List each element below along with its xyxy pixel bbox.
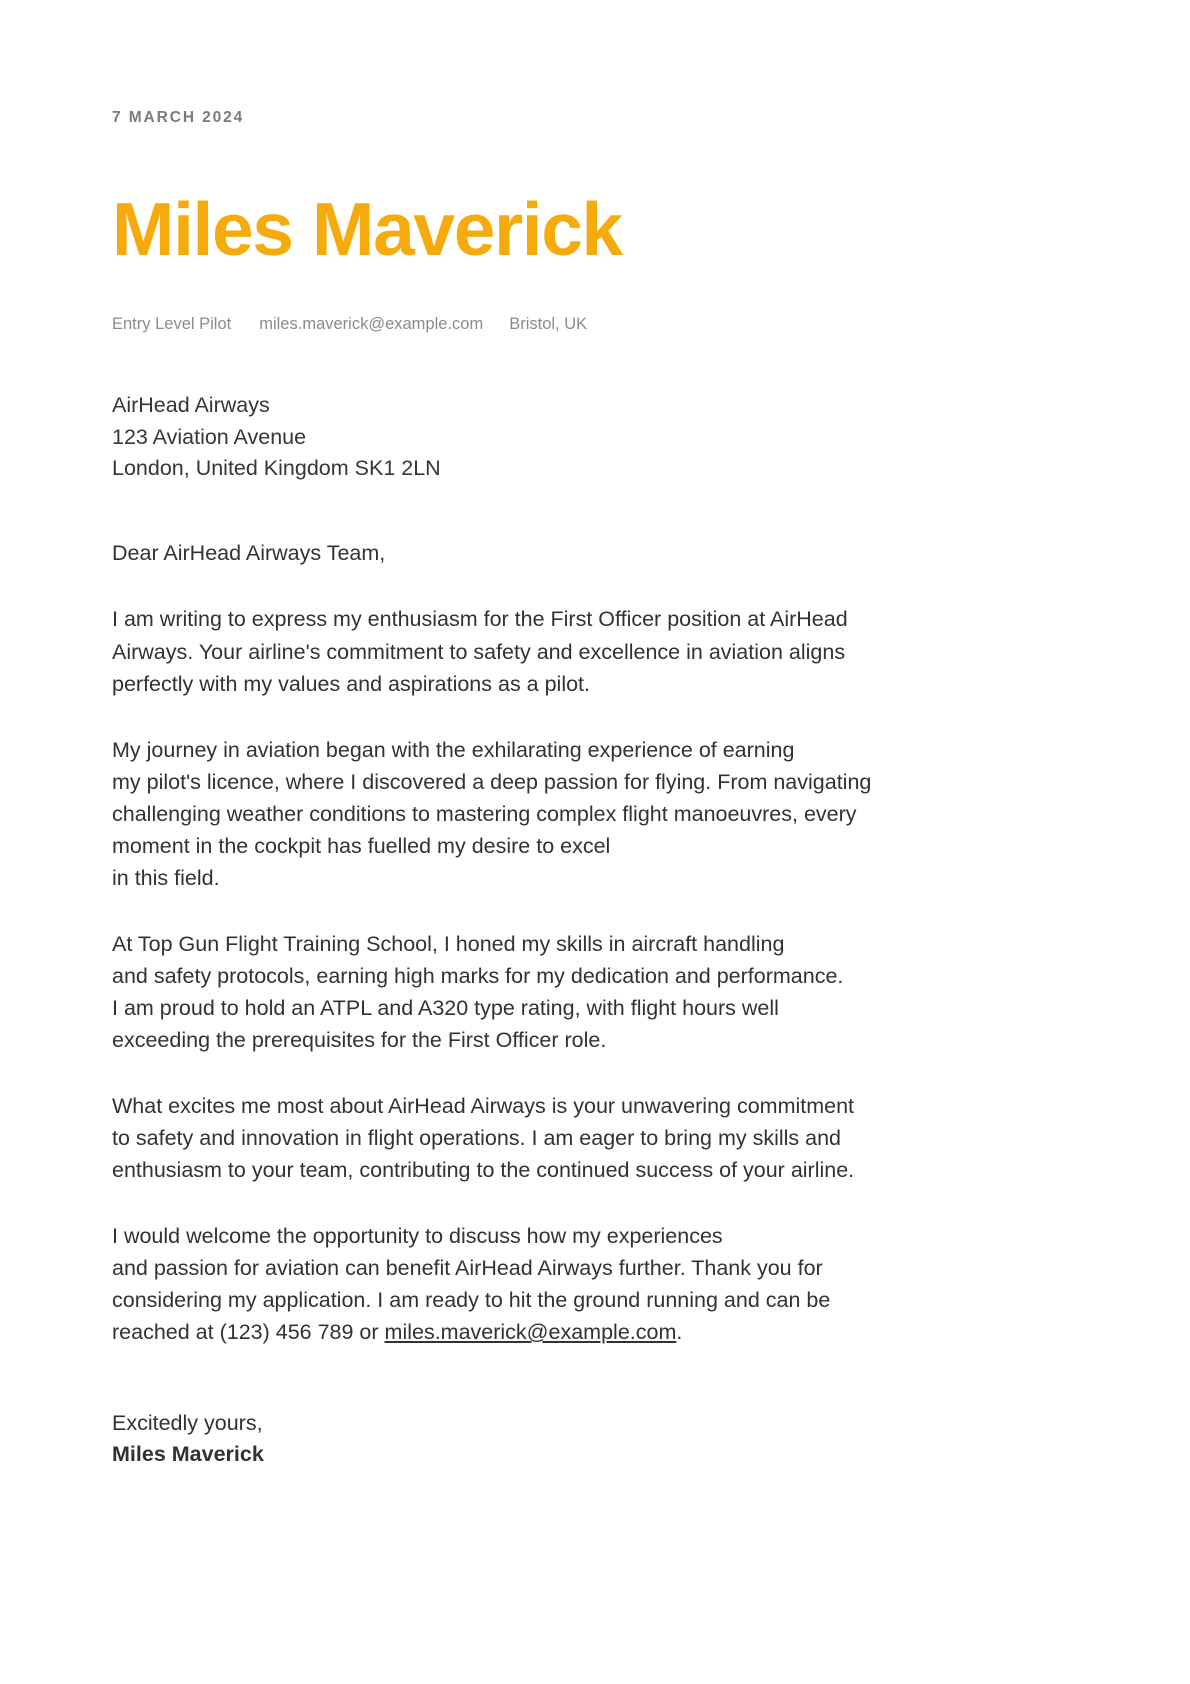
contact-line	[112, 315, 1078, 335]
paragraph-line: challenging weather conditions to mastering complex flight manoeuvres, every	[112, 801, 857, 826]
body-paragraph-1	[112, 603, 1078, 699]
body-paragraph-3	[112, 928, 1078, 1056]
paragraph-line: to safety and innovation in flight operations. I am eager to bring my skills and	[112, 1125, 842, 1150]
recipient-address	[112, 390, 1078, 485]
letter-date: 7 MARCH 2024	[112, 109, 245, 126]
letter-content	[112, 0, 1078, 1470]
paragraph-line: At Top Gun Flight Training School, I honed my skills in aircraft handling	[112, 931, 785, 956]
signature-block	[112, 1408, 1078, 1470]
recipient-city: London, United Kingdom SK1 2LN	[112, 456, 441, 481]
email-link[interactable]: miles.maverick@example.com	[384, 1320, 677, 1345]
paragraph-line: my pilot's licence, where I discovered a deep passion for flying. From navigating	[112, 769, 872, 794]
paragraph-line: I am writing to express my enthusiasm for the First Officer position at AirHead	[112, 607, 848, 632]
paragraph-line: and safety protocols, earning high marks for my dedication and performance.	[112, 963, 844, 988]
signoff-text: Excitedly yours,	[112, 1411, 263, 1436]
recipient-street: 123 Aviation Avenue	[112, 424, 307, 449]
paragraph-line: exceeding the prerequisites for the First Officer role.	[112, 1027, 607, 1052]
paragraph-line: perfectly with my values and aspirations as a pilot.	[112, 671, 591, 696]
contact-email: miles.maverick@example.com	[259, 315, 484, 333]
paragraph-line: My journey in aviation began with the exhilarating experience of earning	[112, 737, 795, 762]
salutation: Dear AirHead Airways Team,	[112, 541, 386, 566]
contact-location: Bristol, UK	[509, 315, 588, 333]
paragraph-line: moment in the cockpit has fuelled my desire to excel	[112, 833, 611, 858]
paragraph-line: and passion for aviation can benefit AirHead Airways further. Thank you for	[112, 1255, 823, 1280]
signer-name: Miles Maverick	[112, 1442, 264, 1467]
body-paragraph-2	[112, 734, 1078, 894]
page-title: Miles Maverick	[112, 186, 622, 271]
body-paragraph-5	[112, 1220, 1078, 1348]
paragraph-line: Airways. Your airline's commitment to safety and excellence in aviation aligns	[112, 639, 846, 664]
recipient-company: AirHead Airways	[112, 392, 270, 417]
paragraph-line: What excites me most about AirHead Airways is your unwavering commitment	[112, 1093, 855, 1118]
body-paragraph-4	[112, 1090, 1078, 1186]
closing-phone-text: reached at (123) 456 789 or	[112, 1320, 385, 1345]
paragraph-contact-line	[112, 1316, 1078, 1348]
paragraph-line: enthusiasm to your team, contributing to the continued success of your airline.	[112, 1157, 855, 1182]
paragraph-line: I am proud to hold an ATPL and A320 type rating, with flight hours well	[112, 995, 779, 1020]
contact-role: Entry Level Pilot	[112, 315, 232, 333]
paragraph-line: considering my application. I am ready to hit the ground running and can be	[112, 1288, 831, 1313]
paragraph-line: in this field.	[112, 865, 220, 890]
paragraph-line: I would welcome the opportunity to discuss how my experiences	[112, 1223, 723, 1248]
closing-period: .	[676, 1320, 683, 1345]
